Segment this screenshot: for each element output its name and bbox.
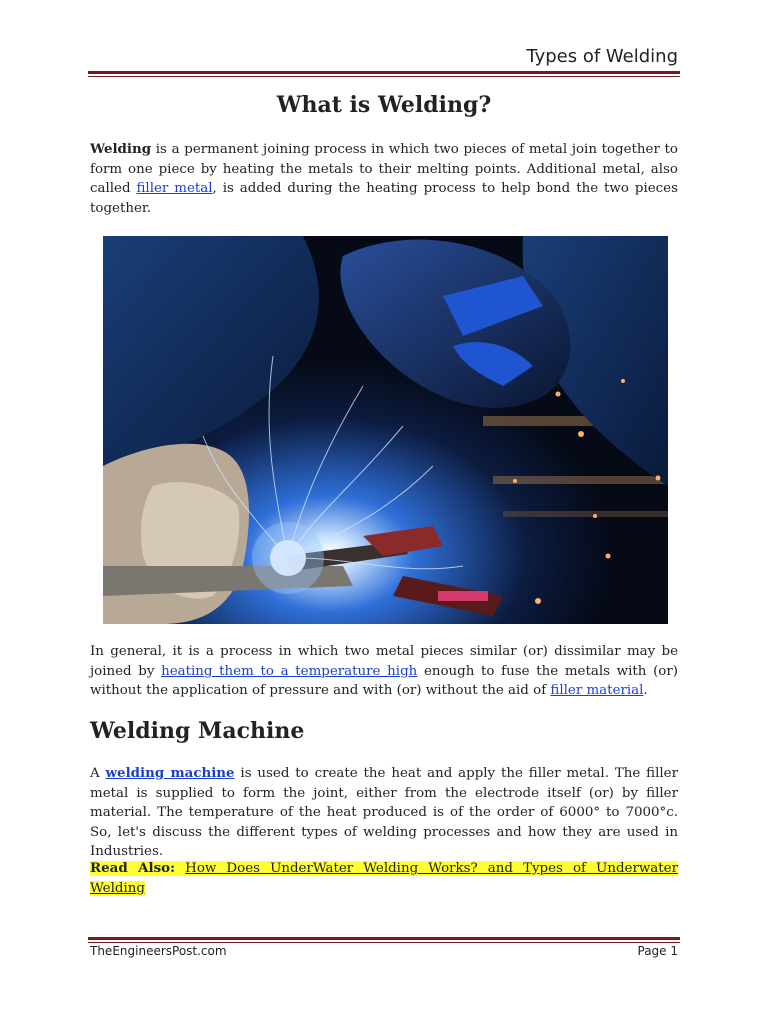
- section-heading-welding-machine: Welding Machine: [90, 718, 305, 744]
- header-rule: [88, 71, 680, 77]
- general-paragraph: [90, 642, 678, 701]
- machine-paragraph: [90, 764, 678, 862]
- filler-material-link[interactable]: filler material: [550, 683, 644, 698]
- machine-text-1: A: [90, 766, 106, 781]
- underwater-welding-link[interactable]: How Does UnderWater Welding Works? and Types of Underwater Welding: [90, 861, 679, 896]
- welding-photo: [103, 236, 668, 624]
- machine-text-2: is used to create the heat and apply the filler metal. The filler metal is supplied to form the joint, either from the electrode itself (or) by filler material. The temperature of the heat produced is of the order of 6000° to 7000°c. So, let's discuss the different types of welding processes and how they are used in Industries.: [90, 766, 678, 859]
- general-text-1: In general, it is a process in which two metal pieces similar (or) dissimilar may be joined by: [90, 644, 678, 679]
- welding-machine-link[interactable]: welding machine: [105, 765, 235, 781]
- footer-rule: [88, 937, 680, 943]
- read-also-highlight: [90, 861, 678, 896]
- filler-metal-link[interactable]: filler metal: [136, 181, 213, 196]
- read-also-paragraph: [90, 859, 678, 898]
- intro-text-1: is a permanent joining process in which two pieces of metal join together to form one piece by heating the metals to their melting points. Additional metal, also called: [90, 142, 678, 196]
- heating-temperature-link[interactable]: heating them to a temperature high: [161, 663, 418, 679]
- general-text-3: .: [643, 683, 648, 698]
- footer-site-name: TheEngineersPost.com: [90, 944, 227, 958]
- page-header-title: Types of Welding: [526, 46, 678, 67]
- general-text-2: enough to fuse the metals with (or) without the application of pressure and with (or) without the aid of: [90, 663, 678, 698]
- intro-bold-term: Welding: [90, 141, 152, 157]
- intro-text-2: , is added during the heating process to help bond the two pieces together.: [90, 181, 678, 216]
- welding-photo-illustration: [103, 236, 668, 624]
- intro-paragraph: [90, 140, 678, 218]
- page-title: What is Welding?: [276, 92, 492, 118]
- footer-page-number: Page 1: [637, 944, 678, 958]
- read-also-label: Read Also:: [90, 860, 176, 876]
